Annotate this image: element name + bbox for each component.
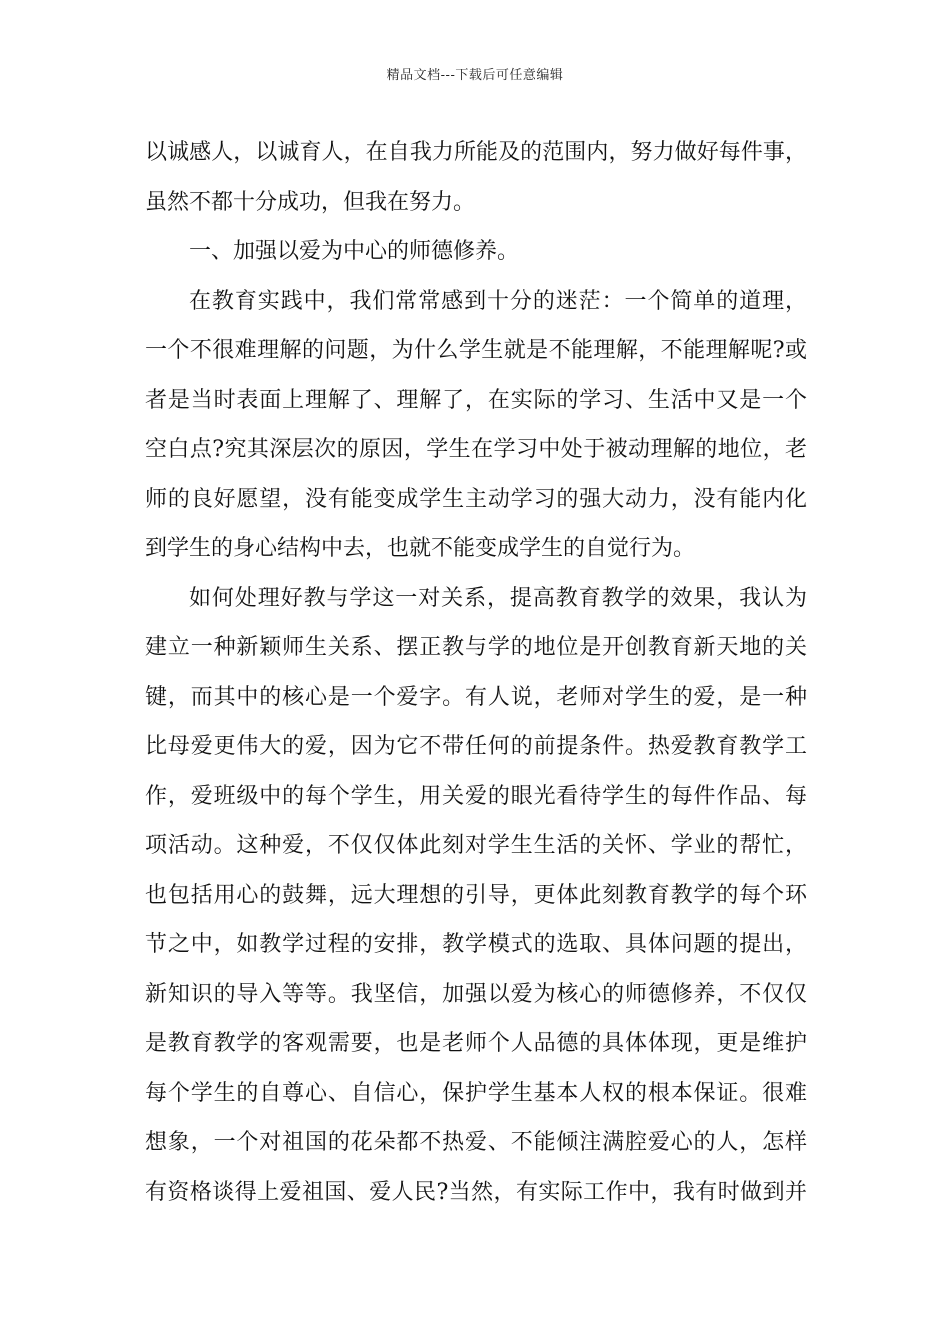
text-line: 虽然不都十分成功，但我在努力。: [145, 189, 476, 215]
text-line: 节之中，如教学过程的安排，教学模式的选取、具体问题的提出，: [145, 932, 807, 957]
text-line: 者是当时表面上理解了、理解了，在实际的学习、生活中又是一个: [145, 387, 807, 413]
text-line: 师的良好愿望，没有能变成学生主动学习的强大动力，没有能内化: [145, 486, 807, 512]
text-line: 也包括用心的鼓舞，远大理想的引导，更体此刻教育教学的每个环: [145, 882, 807, 908]
text-line: 如何处理好教与学这一对关系，提高教育教学的效果，我认为: [189, 585, 807, 611]
text-line: 每个学生的自尊心、自信心，保护学生基本人权的根本保证。很难: [145, 1080, 807, 1106]
text-line: 到学生的身心结构中去，也就不能变成学生的自觉行为。: [145, 536, 696, 561]
text-line: 以诚感人，以诚育人，在自我力所能及的范围内，努力做好每件事，: [145, 140, 807, 165]
document-body: [145, 128, 807, 1217]
text-line: 项活动。这种爱，不仅仅体此刻对学生生活的关怀、学业的帮忙，: [145, 833, 807, 858]
text-line: 作，爱班级中的每个学生，用关爱的眼光看待学生的每件作品、每: [145, 783, 807, 809]
text-line: 在教育实践中，我们常常感到十分的迷茫：一个简单的道理，: [189, 288, 807, 314]
page-header: 精品文档---下载后可任意编辑: [386, 68, 564, 83]
text-line: 新知识的导入等等。我坚信，加强以爱为核心的师德修养，不仅仅: [145, 981, 807, 1007]
text-line: 建立一种新颖师生关系、摆正教与学的地位是开创教育新天地的关: [145, 635, 807, 660]
text-line: 是教育教学的客观需要，也是老师个人品德的具体体现，更是维护: [145, 1031, 807, 1056]
text-line: 一个不很难理解的问题，为什么学生就是不能理解，不能理解呢?或: [145, 338, 807, 363]
text-line: 比母爱更伟大的爱，因为它不带任何的前提条件。热爱教育教学工: [145, 734, 807, 759]
section-heading: 一、加强以爱为中心的师德修养。: [189, 239, 520, 264]
text-line: 想象，一个对祖国的花朵都不热爱、不能倾注满腔爱心的人，怎样: [145, 1130, 807, 1155]
text-line: 空白点?究其深层次的原因，学生在学习中处于被动理解的地位，老: [145, 437, 807, 462]
text-line: 键，而其中的核心是一个爱字。有人说，老师对学生的爱，是一种: [145, 684, 807, 710]
text-line: 有资格谈得上爱祖国、爱人民?当然，有实际工作中，我有时做到并: [145, 1179, 807, 1205]
